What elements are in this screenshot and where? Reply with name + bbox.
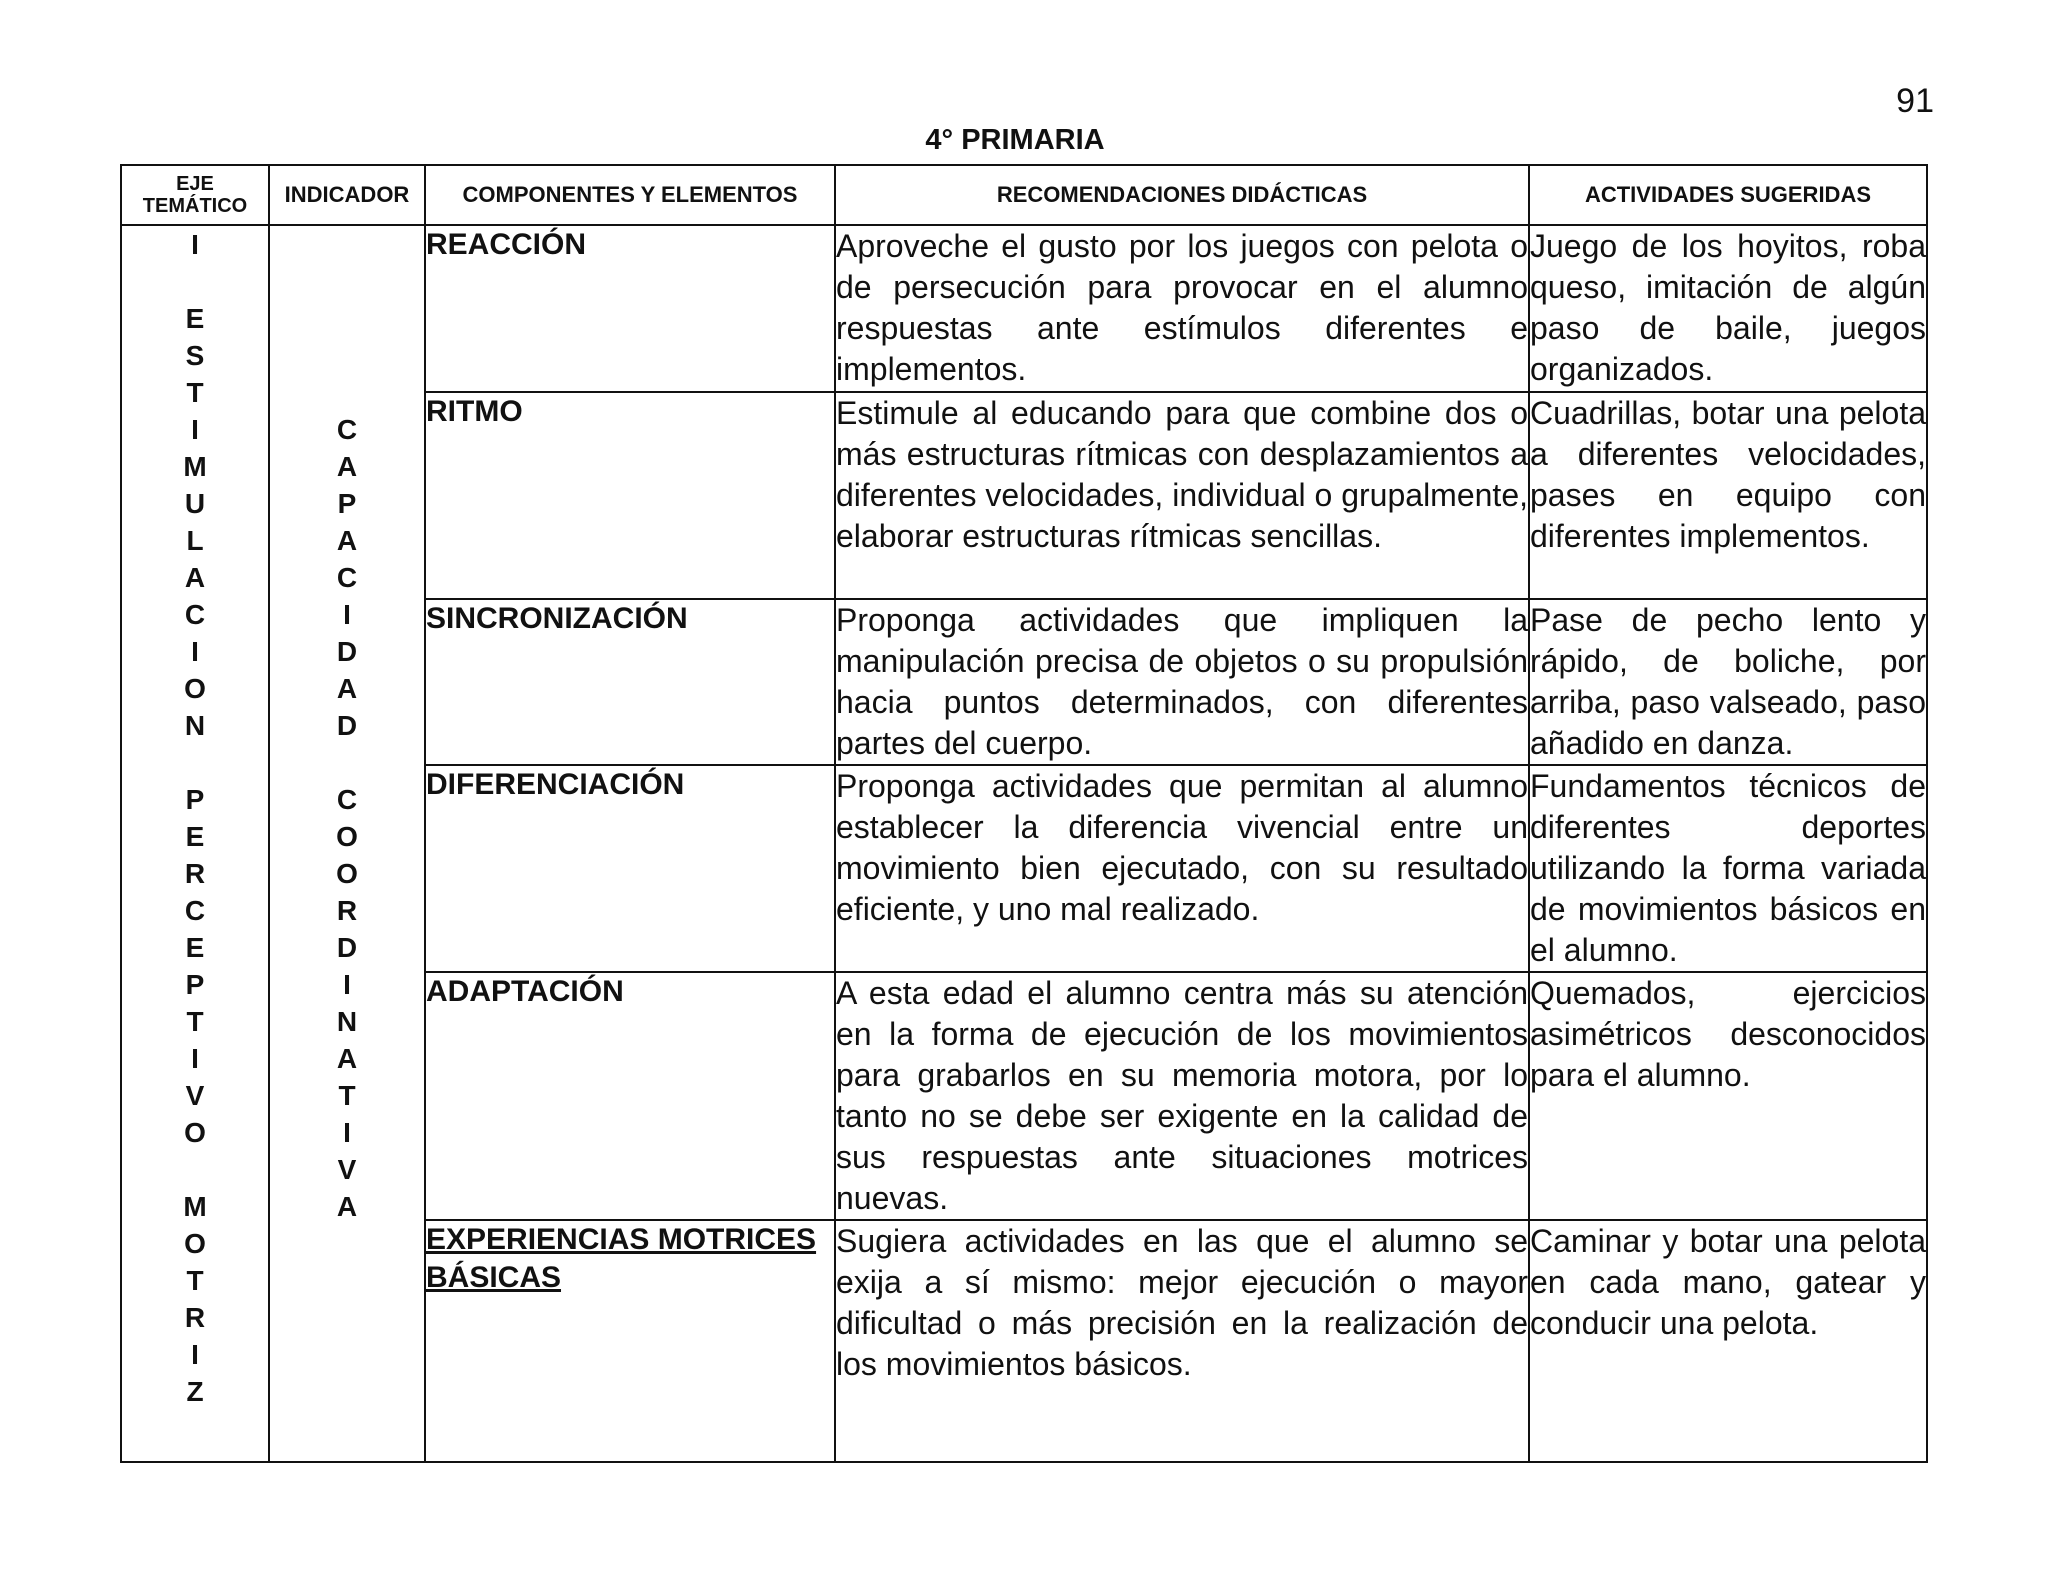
component-cell: EXPERIENCIAS MOTRICES BÁSICAS [425,1220,835,1462]
vertical-letter: A [184,562,206,593]
vertical-letter: A [336,1191,358,1222]
vertical-letter: O [336,858,358,889]
vertical-letter: T [186,1006,204,1037]
vertical-letter: I [191,636,199,667]
activity-cell: Cuadrillas, botar una pelota a diferentes velocidades, pases en equipo con diferentes implementos. [1529,392,1927,599]
vertical-letter: N [184,710,206,741]
table-row [121,225,1927,392]
component-cell: DIFERENCIACIÓN [425,765,835,972]
axis-vertical-text [122,226,268,1410]
vertical-letter: O [184,1228,206,1259]
header-recommendations: RECOMENDACIONES DIDÁCTICAS [835,165,1529,225]
recommendation-cell: Proponga actividades que permitan al alumno establecer la diferencia vivencial entre un movimiento bien ejecutado, con su resultado eficiente, y uno mal realizado. [835,765,1529,972]
vertical-letter: C [184,895,206,926]
vertical-letter: Z [186,1376,204,1407]
page-number: 91 [1896,82,1934,120]
vertical-letter: L [186,525,204,556]
vertical-letter: O [184,1117,206,1148]
vertical-letter: C [336,784,358,815]
vertical-letter: M [183,451,207,482]
indicator-cell [269,225,425,1462]
axis-cell [121,225,269,1462]
vertical-letter: R [184,858,206,889]
vertical-letter: I [191,229,199,260]
component-cell: ADAPTACIÓN [425,972,835,1220]
vertical-letter: V [337,1154,357,1185]
header-activities: ACTIVIDADES SUGERIDAS [1529,165,1927,225]
vertical-letter: P [185,784,205,815]
vertical-letter: I [191,1339,199,1370]
vertical-letter: P [185,969,205,1000]
vertical-letter: I [343,599,351,630]
vertical-letter: N [336,1006,358,1037]
indicator-vertical-text [270,411,424,1225]
vertical-letter: T [186,1265,204,1296]
vertical-letter: D [336,636,358,667]
vertical-letter: O [184,673,206,704]
recommendation-cell: Aproveche el gusto por los juegos con pelota o de persecución para provocar en el alumno respuestas ante estímulos diferentes e implementos. [835,225,1529,392]
vertical-letter: T [338,1080,356,1111]
recommendation-cell: Proponga actividades que impliquen la manipulación precisa de objetos o su propulsión hacia puntos determinados, con diferentes partes del cuerpo. [835,599,1529,765]
recommendation-cell: Sugiera actividades en las que el alumno se exija a sí mismo: mejor ejecución o mayor dificultad o más precisión en la realización de los movimientos básicos. [835,1220,1529,1462]
vertical-letter: A [336,451,358,482]
activity-cell: Quemados, ejercicios asimétricos desconocidos para el alumno. [1529,972,1927,1220]
component-cell: REACCIÓN [425,225,835,392]
curriculum-table [120,164,1928,1463]
vertical-letter: S [185,340,205,371]
header-axis: EJE TEMÁTICO [121,165,269,225]
vertical-letter: O [336,821,358,852]
vertical-letter: E [185,932,205,963]
vertical-letter: D [336,932,358,963]
component-cell: RITMO [425,392,835,599]
page-title: 4° PRIMARIA [925,124,1105,156]
recommendation-cell: A esta edad el alumno centra más su atención en la forma de ejecución de los movimientos para grabarlos en su memoria motora, por lo tanto no se debe ser exigente en la calidad de sus respuestas ante situaciones motrices nuevas. [835,972,1529,1220]
header-components: COMPONENTES Y ELEMENTOS [425,165,835,225]
component-cell: SINCRONIZACIÓN [425,599,835,765]
vertical-letter: A [336,1043,358,1074]
vertical-letter: I [191,414,199,445]
vertical-letter: C [336,562,358,593]
vertical-letter: T [186,377,204,408]
vertical-letter: I [191,1043,199,1074]
activity-cell: Juego de los hoyitos, roba queso, imitación de algún paso de baile, juegos organizados. [1529,225,1927,392]
vertical-letter: I [343,1117,351,1148]
vertical-letter: U [184,488,206,519]
activity-cell: Caminar y botar una pelota en cada mano, gatear y conducir una pelota. [1529,1220,1927,1462]
table-header-row [121,165,1927,225]
vertical-letter: I [343,969,351,1000]
vertical-letter: A [336,525,358,556]
vertical-letter: C [184,599,206,630]
vertical-letter: V [185,1080,205,1111]
vertical-letter: A [336,673,358,704]
activity-cell: Pase de pecho lento y rápido, de boliche, por arriba, paso valseado, paso añadido en danza. [1529,599,1927,765]
activity-cell: Fundamentos técnicos de diferentes deportes utilizando la forma variada de movimientos básicos en el alumno. [1529,765,1927,972]
vertical-letter: E [185,821,205,852]
recommendation-cell: Estimule al educando para que combine dos o más estructuras rítmicas con desplazamientos a diferentes velocidades, individual o grupalmente, elaborar estructuras rítmicas sencillas. [835,392,1529,599]
vertical-letter: M [183,1191,207,1222]
vertical-letter: P [337,488,357,519]
vertical-letter: R [336,895,358,926]
vertical-letter: C [336,414,358,445]
vertical-letter: R [184,1302,206,1333]
vertical-letter: E [185,303,205,334]
vertical-letter: D [336,710,358,741]
header-indicator: INDICADOR [269,165,425,225]
